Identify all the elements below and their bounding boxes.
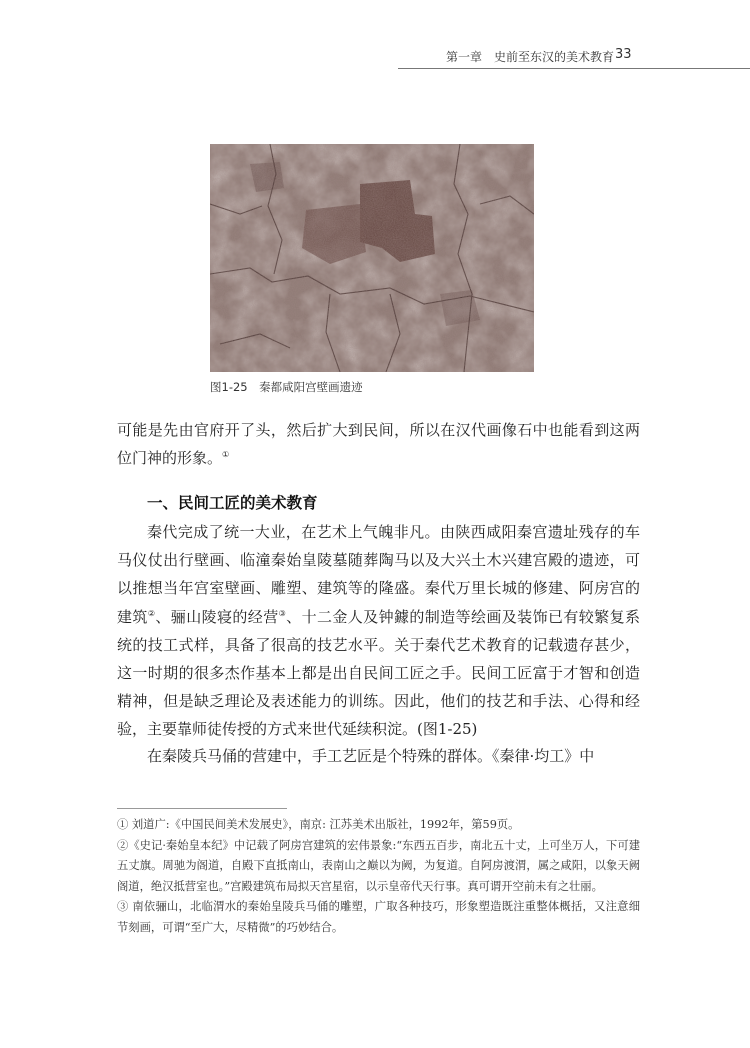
footnote-ref-1[interactable]: ① (222, 450, 230, 460)
footnote-rule (117, 808, 287, 809)
paragraph-terracotta: 在秦陵兵马俑的营建中，手工艺匠是个特殊的群体。《秦律·均工》中 (147, 747, 595, 765)
footnote-ref-2[interactable]: ② (147, 608, 156, 618)
paragraph-text: 秦代完成了统一大业，在艺术上气魄非凡。由陕西咸阳秦宫遗址残存的车马仪仗出行壁画、临潼秦始皇陵墓随葬陶马以及大兴土木兴建宫殿的遗迹，可以推想当年宫室壁画、雕塑、建筑等的隆盛。秦代万里长城的修建、阿房宫的建筑 (117, 523, 640, 626)
mural-photo (210, 144, 534, 372)
footnote-1: ① 刘道广:《中国民间美术发展史》，南京: 江苏美术出版社，1992年，第59页。 (117, 818, 520, 831)
chapter-title: 第一章 史前至东汉的美术教育 (446, 50, 615, 64)
page-number: 33 (615, 47, 632, 62)
footnote-ref-3[interactable]: ③ (278, 608, 287, 618)
section-heading: 一、民间工匠的美术教育 (147, 494, 318, 512)
figure-caption: 图1-25 秦都咸阳宫壁画遗迹 (210, 380, 363, 394)
paragraph-text: 、骊山陵寝的经营 (155, 607, 279, 626)
paragraph-qin-dynasty (117, 518, 640, 744)
footnotes (117, 815, 640, 938)
footnote-3: ③ 南依骊山，北临渭水的秦始皇陵兵马俑的雕塑，广取各种技巧，形象塑造既注重整体概括，又注意细节刻画，可谓“至广大，尽精微”的巧妙结合。 (117, 900, 640, 934)
header-rule (398, 68, 750, 69)
paragraph-text: 可能是先由官府开了头，然后扩大到民间，所以在汉代画像石中也能看到这两位门神的形象。 (117, 421, 640, 468)
running-head (0, 42, 750, 72)
paragraph-continuation (117, 416, 640, 472)
paragraph-text: 、十二金人及钟鐻的制造等绘画及装饰已有较繁复系统的技工式样，具备了很高的技艺水平。关于秦代艺术教育的记载遗存甚少，这一时期的很多杰作基本上都是出自民间工匠之手。民间工匠富于才智和创造精神，但是缺乏理论及表述能力的训练。因此，他们的技艺和手法、心得和经验，主要靠师徒传授的方式来世代延续积淀。(图1-25) (117, 607, 640, 739)
footnote-2: ②《史记·秦始皇本纪》中记载了阿房宫建筑的宏伟景象:“东西五百步，南北五十丈，上可坐万人，下可建五丈旗。周驰为阁道，自殿下直抵南山，表南山之巅以为阙，为复道。自阿房渡渭，属之咸阳，以象天阙阁道，绝汉抵营室也。”宫殿建筑布局拟天宫星宿，以示皇帝代天行事。真可谓开空前未有之壮丽。 (117, 838, 640, 893)
